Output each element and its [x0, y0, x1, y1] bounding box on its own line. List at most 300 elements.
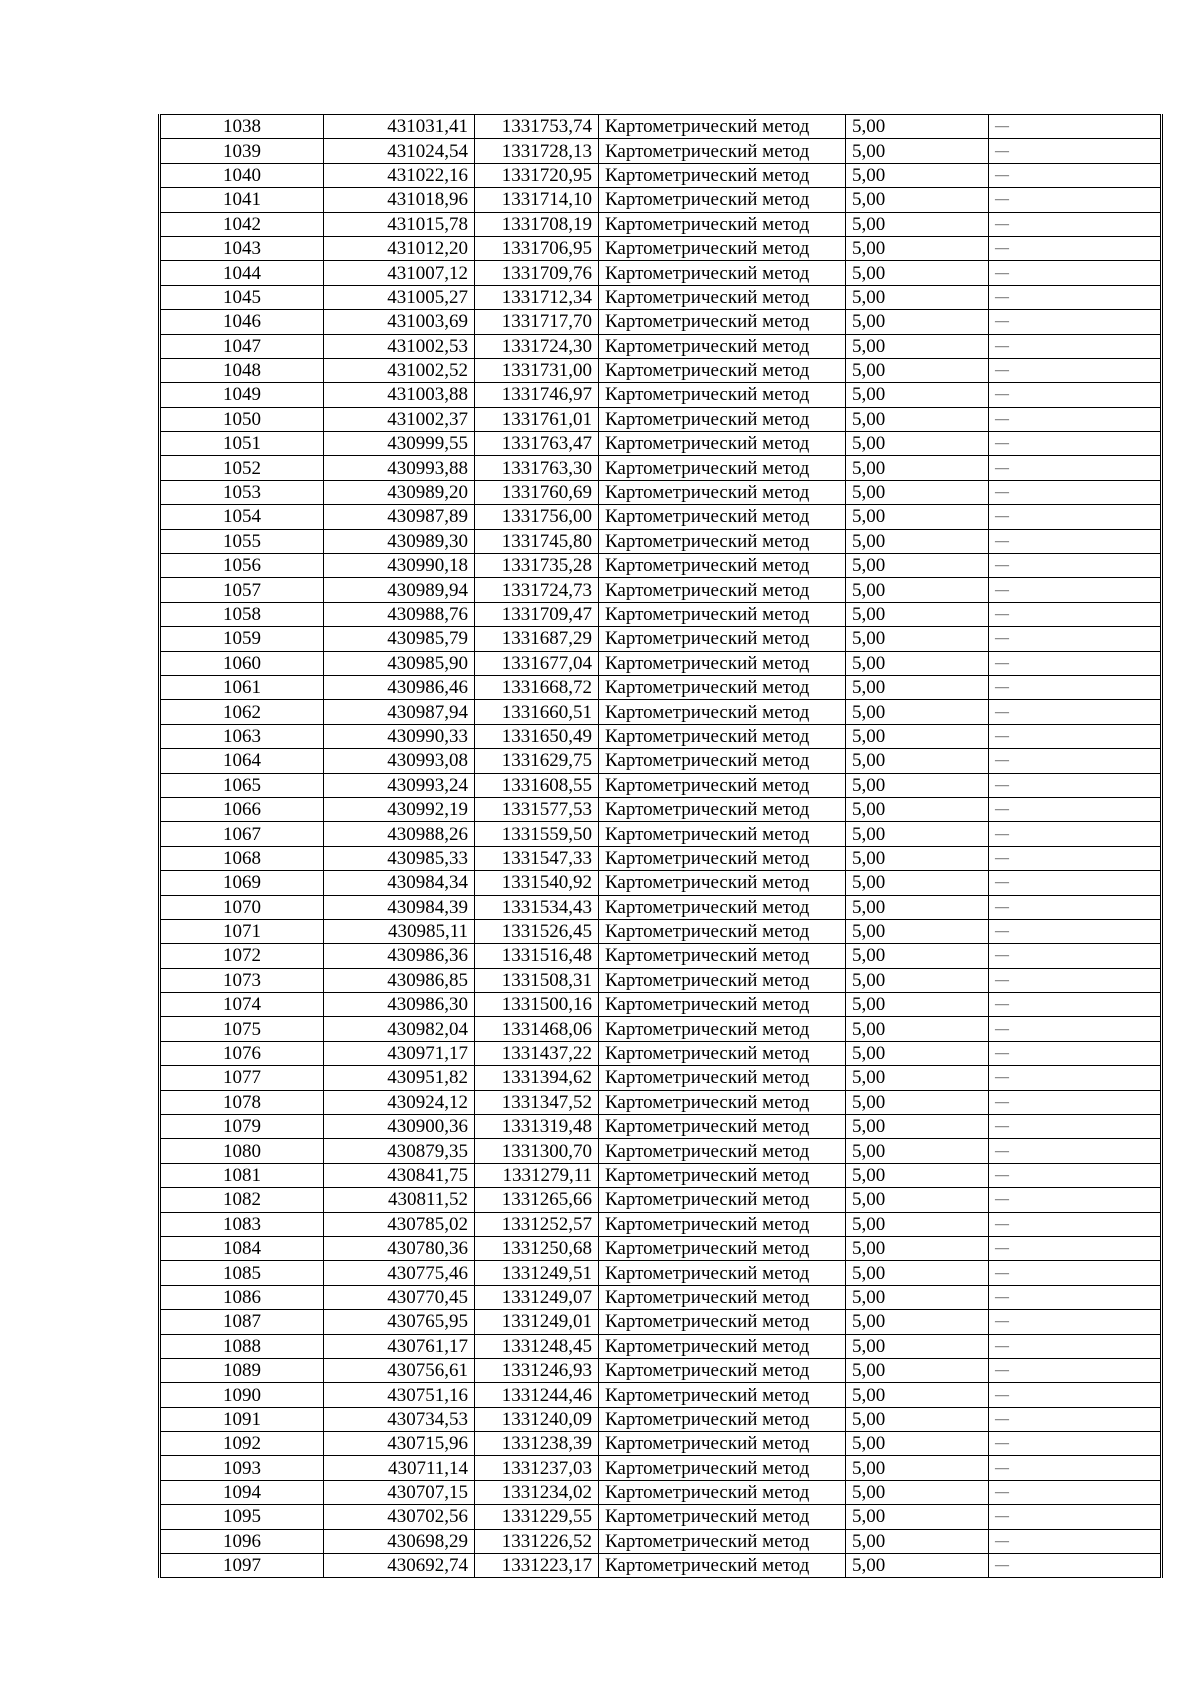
point-number-cell: 1055	[160, 529, 324, 553]
table-row	[160, 1358, 1162, 1382]
precision-cell: 5,00	[846, 724, 989, 748]
precision-cell: 5,00	[846, 1432, 989, 1456]
method-cell: Картометрический метод	[599, 1041, 846, 1065]
precision-cell: 5,00	[846, 261, 989, 285]
x-coordinate-cell: 430811,52	[324, 1188, 475, 1212]
table-row	[160, 675, 1162, 699]
y-coordinate-cell: 1331534,43	[475, 895, 599, 919]
x-coordinate-cell: 430987,94	[324, 700, 475, 724]
point-number-cell: 1073	[160, 968, 324, 992]
x-coordinate-cell: 430986,46	[324, 675, 475, 699]
x-coordinate-cell: 430841,75	[324, 1163, 475, 1187]
x-coordinate-cell: 430999,55	[324, 432, 475, 456]
method-cell: Картометрический метод	[599, 285, 846, 309]
y-coordinate-cell: 1331300,70	[475, 1139, 599, 1163]
point-number-cell: 1085	[160, 1261, 324, 1285]
point-number-cell: 1087	[160, 1310, 324, 1334]
y-coordinate-cell: 1331577,53	[475, 797, 599, 821]
point-number-cell: 1040	[160, 163, 324, 187]
precision-cell: 5,00	[846, 627, 989, 651]
precision-cell: 5,00	[846, 1383, 989, 1407]
description-cell: —	[989, 846, 1162, 870]
table-row	[160, 285, 1162, 309]
precision-cell: 5,00	[846, 1554, 989, 1578]
point-number-cell: 1041	[160, 188, 324, 212]
y-coordinate-cell: 1331608,55	[475, 773, 599, 797]
method-cell: Картометрический метод	[599, 602, 846, 626]
description-cell: —	[989, 627, 1162, 651]
precision-cell: 5,00	[846, 383, 989, 407]
point-number-cell: 1058	[160, 602, 324, 626]
y-coordinate-cell: 1331720,95	[475, 163, 599, 187]
point-number-cell: 1043	[160, 236, 324, 260]
precision-cell: 5,00	[846, 1285, 989, 1309]
y-coordinate-cell: 1331706,95	[475, 236, 599, 260]
precision-cell: 5,00	[846, 1236, 989, 1260]
method-cell: Картометрический метод	[599, 432, 846, 456]
precision-cell: 5,00	[846, 749, 989, 773]
table-row	[160, 895, 1162, 919]
description-cell: —	[989, 1383, 1162, 1407]
x-coordinate-cell: 430734,53	[324, 1407, 475, 1431]
description-cell: —	[989, 310, 1162, 334]
precision-cell: 5,00	[846, 1188, 989, 1212]
method-cell: Картометрический метод	[599, 310, 846, 334]
x-coordinate-cell: 431005,27	[324, 285, 475, 309]
description-cell: —	[989, 1017, 1162, 1041]
method-cell: Картометрический метод	[599, 993, 846, 1017]
y-coordinate-cell: 1331687,29	[475, 627, 599, 651]
method-cell: Картометрический метод	[599, 1456, 846, 1480]
description-cell: —	[989, 1529, 1162, 1553]
y-coordinate-cell: 1331234,02	[475, 1480, 599, 1504]
precision-cell: 5,00	[846, 407, 989, 431]
y-coordinate-cell: 1331760,69	[475, 480, 599, 504]
precision-cell: 5,00	[846, 456, 989, 480]
method-cell: Картометрический метод	[599, 334, 846, 358]
precision-cell: 5,00	[846, 529, 989, 553]
method-cell: Картометрический метод	[599, 627, 846, 651]
x-coordinate-cell: 430988,76	[324, 602, 475, 626]
x-coordinate-cell: 430989,94	[324, 578, 475, 602]
precision-cell: 5,00	[846, 1017, 989, 1041]
description-cell: —	[989, 480, 1162, 504]
table-row	[160, 846, 1162, 870]
table-row	[160, 797, 1162, 821]
table-row	[160, 163, 1162, 187]
y-coordinate-cell: 1331763,30	[475, 456, 599, 480]
y-coordinate-cell: 1331745,80	[475, 529, 599, 553]
x-coordinate-cell: 430785,02	[324, 1212, 475, 1236]
point-number-cell: 1051	[160, 432, 324, 456]
x-coordinate-cell: 430982,04	[324, 1017, 475, 1041]
x-coordinate-cell: 430775,46	[324, 1261, 475, 1285]
y-coordinate-cell: 1331731,00	[475, 358, 599, 382]
x-coordinate-cell: 430990,33	[324, 724, 475, 748]
point-number-cell: 1083	[160, 1212, 324, 1236]
method-cell: Картометрический метод	[599, 1529, 846, 1553]
y-coordinate-cell: 1331761,01	[475, 407, 599, 431]
y-coordinate-cell: 1331347,52	[475, 1090, 599, 1114]
description-cell: —	[989, 1212, 1162, 1236]
table-row	[160, 651, 1162, 675]
method-cell: Картометрический метод	[599, 163, 846, 187]
method-cell: Картометрический метод	[599, 115, 846, 139]
description-cell: —	[989, 724, 1162, 748]
method-cell: Картометрический метод	[599, 1017, 846, 1041]
precision-cell: 5,00	[846, 1505, 989, 1529]
y-coordinate-cell: 1331319,48	[475, 1115, 599, 1139]
point-number-cell: 1057	[160, 578, 324, 602]
method-cell: Картометрический метод	[599, 822, 846, 846]
method-cell: Картометрический метод	[599, 651, 846, 675]
table-row	[160, 358, 1162, 382]
x-coordinate-cell: 430985,90	[324, 651, 475, 675]
y-coordinate-cell: 1331709,47	[475, 602, 599, 626]
method-cell: Картометрический метод	[599, 1480, 846, 1504]
point-number-cell: 1068	[160, 846, 324, 870]
method-cell: Картометрический метод	[599, 261, 846, 285]
table-row	[160, 1285, 1162, 1309]
table-row	[160, 1041, 1162, 1065]
precision-cell: 5,00	[846, 993, 989, 1017]
y-coordinate-cell: 1331516,48	[475, 944, 599, 968]
description-cell: —	[989, 529, 1162, 553]
table-row	[160, 1480, 1162, 1504]
method-cell: Картометрический метод	[599, 383, 846, 407]
point-number-cell: 1039	[160, 139, 324, 163]
description-cell: —	[989, 1041, 1162, 1065]
point-number-cell: 1091	[160, 1407, 324, 1431]
table-row	[160, 1090, 1162, 1114]
table-row	[160, 310, 1162, 334]
description-cell: —	[989, 1115, 1162, 1139]
table-row	[160, 578, 1162, 602]
precision-cell: 5,00	[846, 773, 989, 797]
x-coordinate-cell: 430780,36	[324, 1236, 475, 1260]
point-number-cell: 1069	[160, 871, 324, 895]
x-coordinate-cell: 431002,37	[324, 407, 475, 431]
point-number-cell: 1076	[160, 1041, 324, 1065]
precision-cell: 5,00	[846, 188, 989, 212]
point-number-cell: 1078	[160, 1090, 324, 1114]
description-cell: —	[989, 285, 1162, 309]
x-coordinate-cell: 430761,17	[324, 1334, 475, 1358]
precision-cell: 5,00	[846, 602, 989, 626]
table-row	[160, 480, 1162, 504]
x-coordinate-cell: 430986,30	[324, 993, 475, 1017]
method-cell: Картометрический метод	[599, 846, 846, 870]
table-row	[160, 700, 1162, 724]
precision-cell: 5,00	[846, 944, 989, 968]
y-coordinate-cell: 1331526,45	[475, 919, 599, 943]
method-cell: Картометрический метод	[599, 212, 846, 236]
point-number-cell: 1046	[160, 310, 324, 334]
y-coordinate-cell: 1331238,39	[475, 1432, 599, 1456]
precision-cell: 5,00	[846, 1261, 989, 1285]
x-coordinate-cell: 430702,56	[324, 1505, 475, 1529]
precision-cell: 5,00	[846, 1456, 989, 1480]
point-number-cell: 1097	[160, 1554, 324, 1578]
table-row	[160, 602, 1162, 626]
point-number-cell: 1070	[160, 895, 324, 919]
x-coordinate-cell: 430986,36	[324, 944, 475, 968]
point-number-cell: 1042	[160, 212, 324, 236]
table-row	[160, 188, 1162, 212]
table-row	[160, 1115, 1162, 1139]
description-cell: —	[989, 358, 1162, 382]
table-row	[160, 529, 1162, 553]
precision-cell: 5,00	[846, 334, 989, 358]
y-coordinate-cell: 1331226,52	[475, 1529, 599, 1553]
method-cell: Картометрический метод	[599, 1285, 846, 1309]
precision-cell: 5,00	[846, 554, 989, 578]
x-coordinate-cell: 431002,53	[324, 334, 475, 358]
x-coordinate-cell: 430951,82	[324, 1066, 475, 1090]
precision-cell: 5,00	[846, 1334, 989, 1358]
precision-cell: 5,00	[846, 846, 989, 870]
x-coordinate-cell: 431003,88	[324, 383, 475, 407]
point-number-cell: 1086	[160, 1285, 324, 1309]
table-row	[160, 1066, 1162, 1090]
table-row	[160, 1407, 1162, 1431]
description-cell: —	[989, 1456, 1162, 1480]
description-cell: —	[989, 919, 1162, 943]
x-coordinate-cell: 430971,17	[324, 1041, 475, 1065]
point-number-cell: 1066	[160, 797, 324, 821]
description-cell: —	[989, 1358, 1162, 1382]
x-coordinate-cell: 431022,16	[324, 163, 475, 187]
description-cell: —	[989, 968, 1162, 992]
precision-cell: 5,00	[846, 1358, 989, 1382]
point-number-cell: 1050	[160, 407, 324, 431]
precision-cell: 5,00	[846, 139, 989, 163]
y-coordinate-cell: 1331709,76	[475, 261, 599, 285]
table-row	[160, 115, 1162, 139]
precision-cell: 5,00	[846, 505, 989, 529]
description-cell: —	[989, 700, 1162, 724]
precision-cell: 5,00	[846, 919, 989, 943]
coordinates-table-body	[160, 115, 1162, 1578]
table-row	[160, 432, 1162, 456]
coordinates-table	[158, 114, 1163, 1578]
point-number-cell: 1077	[160, 1066, 324, 1090]
method-cell: Картометрический метод	[599, 1505, 846, 1529]
y-coordinate-cell: 1331660,51	[475, 700, 599, 724]
table-row	[160, 627, 1162, 651]
method-cell: Картометрический метод	[599, 1310, 846, 1334]
table-row	[160, 1432, 1162, 1456]
method-cell: Картометрический метод	[599, 871, 846, 895]
x-coordinate-cell: 430765,95	[324, 1310, 475, 1334]
y-coordinate-cell: 1331559,50	[475, 822, 599, 846]
table-row	[160, 456, 1162, 480]
point-number-cell: 1094	[160, 1480, 324, 1504]
precision-cell: 5,00	[846, 1139, 989, 1163]
description-cell: —	[989, 578, 1162, 602]
precision-cell: 5,00	[846, 1310, 989, 1334]
table-row	[160, 822, 1162, 846]
point-number-cell: 1049	[160, 383, 324, 407]
method-cell: Картометрический метод	[599, 505, 846, 529]
y-coordinate-cell: 1331250,68	[475, 1236, 599, 1260]
x-coordinate-cell: 430989,30	[324, 529, 475, 553]
description-cell: —	[989, 1505, 1162, 1529]
point-number-cell: 1096	[160, 1529, 324, 1553]
x-coordinate-cell: 430707,15	[324, 1480, 475, 1504]
method-cell: Картометрический метод	[599, 188, 846, 212]
precision-cell: 5,00	[846, 1480, 989, 1504]
y-coordinate-cell: 1331724,73	[475, 578, 599, 602]
description-cell: —	[989, 188, 1162, 212]
point-number-cell: 1074	[160, 993, 324, 1017]
x-coordinate-cell: 430984,39	[324, 895, 475, 919]
table-row	[160, 773, 1162, 797]
y-coordinate-cell: 1331540,92	[475, 871, 599, 895]
precision-cell: 5,00	[846, 797, 989, 821]
x-coordinate-cell: 431003,69	[324, 310, 475, 334]
x-coordinate-cell: 430756,61	[324, 1358, 475, 1382]
point-number-cell: 1045	[160, 285, 324, 309]
table-row	[160, 554, 1162, 578]
description-cell: —	[989, 139, 1162, 163]
description-cell: —	[989, 432, 1162, 456]
precision-cell: 5,00	[846, 236, 989, 260]
description-cell: —	[989, 1554, 1162, 1578]
method-cell: Картометрический метод	[599, 724, 846, 748]
precision-cell: 5,00	[846, 212, 989, 236]
x-coordinate-cell: 431012,20	[324, 236, 475, 260]
table-row	[160, 1334, 1162, 1358]
x-coordinate-cell: 431024,54	[324, 139, 475, 163]
precision-cell: 5,00	[846, 285, 989, 309]
point-number-cell: 1062	[160, 700, 324, 724]
y-coordinate-cell: 1331708,19	[475, 212, 599, 236]
table-row	[160, 1017, 1162, 1041]
table-row	[160, 505, 1162, 529]
point-number-cell: 1072	[160, 944, 324, 968]
description-cell: —	[989, 895, 1162, 919]
precision-cell: 5,00	[846, 432, 989, 456]
y-coordinate-cell: 1331246,93	[475, 1358, 599, 1382]
x-coordinate-cell: 430692,74	[324, 1554, 475, 1578]
description-cell: —	[989, 1261, 1162, 1285]
y-coordinate-cell: 1331394,62	[475, 1066, 599, 1090]
description-cell: —	[989, 993, 1162, 1017]
table-row	[160, 993, 1162, 1017]
precision-cell: 5,00	[846, 1115, 989, 1139]
x-coordinate-cell: 430986,85	[324, 968, 475, 992]
x-coordinate-cell: 430900,36	[324, 1115, 475, 1139]
precision-cell: 5,00	[846, 578, 989, 602]
y-coordinate-cell: 1331265,66	[475, 1188, 599, 1212]
precision-cell: 5,00	[846, 968, 989, 992]
y-coordinate-cell: 1331229,55	[475, 1505, 599, 1529]
description-cell: —	[989, 236, 1162, 260]
description-cell: —	[989, 505, 1162, 529]
table-row	[160, 139, 1162, 163]
point-number-cell: 1095	[160, 1505, 324, 1529]
description-cell: —	[989, 1236, 1162, 1260]
table-row	[160, 236, 1162, 260]
point-number-cell: 1047	[160, 334, 324, 358]
description-cell: —	[989, 1139, 1162, 1163]
method-cell: Картометрический метод	[599, 919, 846, 943]
table-row	[160, 1163, 1162, 1187]
method-cell: Картометрический метод	[599, 1432, 846, 1456]
method-cell: Картометрический метод	[599, 480, 846, 504]
x-coordinate-cell: 430989,20	[324, 480, 475, 504]
description-cell: —	[989, 602, 1162, 626]
x-coordinate-cell: 431002,52	[324, 358, 475, 382]
method-cell: Картометрический метод	[599, 407, 846, 431]
x-coordinate-cell: 430987,89	[324, 505, 475, 529]
precision-cell: 5,00	[846, 700, 989, 724]
x-coordinate-cell: 430924,12	[324, 1090, 475, 1114]
method-cell: Картометрический метод	[599, 578, 846, 602]
point-number-cell: 1044	[160, 261, 324, 285]
method-cell: Картометрический метод	[599, 700, 846, 724]
precision-cell: 5,00	[846, 822, 989, 846]
description-cell: —	[989, 944, 1162, 968]
description-cell: —	[989, 797, 1162, 821]
point-number-cell: 1075	[160, 1017, 324, 1041]
method-cell: Картометрический метод	[599, 1358, 846, 1382]
method-cell: Картометрический метод	[599, 358, 846, 382]
point-number-cell: 1071	[160, 919, 324, 943]
x-coordinate-cell: 430698,29	[324, 1529, 475, 1553]
description-cell: —	[989, 1188, 1162, 1212]
method-cell: Картометрический метод	[599, 236, 846, 260]
point-number-cell: 1081	[160, 1163, 324, 1187]
method-cell: Картометрический метод	[599, 1066, 846, 1090]
y-coordinate-cell: 1331746,97	[475, 383, 599, 407]
table-row	[160, 749, 1162, 773]
x-coordinate-cell: 430985,33	[324, 846, 475, 870]
x-coordinate-cell: 430990,18	[324, 554, 475, 578]
precision-cell: 5,00	[846, 1090, 989, 1114]
x-coordinate-cell: 430992,19	[324, 797, 475, 821]
y-coordinate-cell: 1331735,28	[475, 554, 599, 578]
point-number-cell: 1064	[160, 749, 324, 773]
precision-cell: 5,00	[846, 1163, 989, 1187]
description-cell: —	[989, 1163, 1162, 1187]
method-cell: Картометрический метод	[599, 1554, 846, 1578]
point-number-cell: 1080	[160, 1139, 324, 1163]
y-coordinate-cell: 1331677,04	[475, 651, 599, 675]
method-cell: Картометрический метод	[599, 1090, 846, 1114]
y-coordinate-cell: 1331756,00	[475, 505, 599, 529]
y-coordinate-cell: 1331728,13	[475, 139, 599, 163]
y-coordinate-cell: 1331712,34	[475, 285, 599, 309]
precision-cell: 5,00	[846, 310, 989, 334]
x-coordinate-cell: 430985,79	[324, 627, 475, 651]
table-row	[160, 407, 1162, 431]
description-cell: —	[989, 334, 1162, 358]
x-coordinate-cell: 430993,08	[324, 749, 475, 773]
method-cell: Картометрический метод	[599, 1188, 846, 1212]
precision-cell: 5,00	[846, 651, 989, 675]
description-cell: —	[989, 749, 1162, 773]
y-coordinate-cell: 1331279,11	[475, 1163, 599, 1187]
precision-cell: 5,00	[846, 1529, 989, 1553]
point-number-cell: 1092	[160, 1432, 324, 1456]
y-coordinate-cell: 1331668,72	[475, 675, 599, 699]
point-number-cell: 1065	[160, 773, 324, 797]
method-cell: Картометрический метод	[599, 1139, 846, 1163]
table-row	[160, 871, 1162, 895]
x-coordinate-cell: 431015,78	[324, 212, 475, 236]
